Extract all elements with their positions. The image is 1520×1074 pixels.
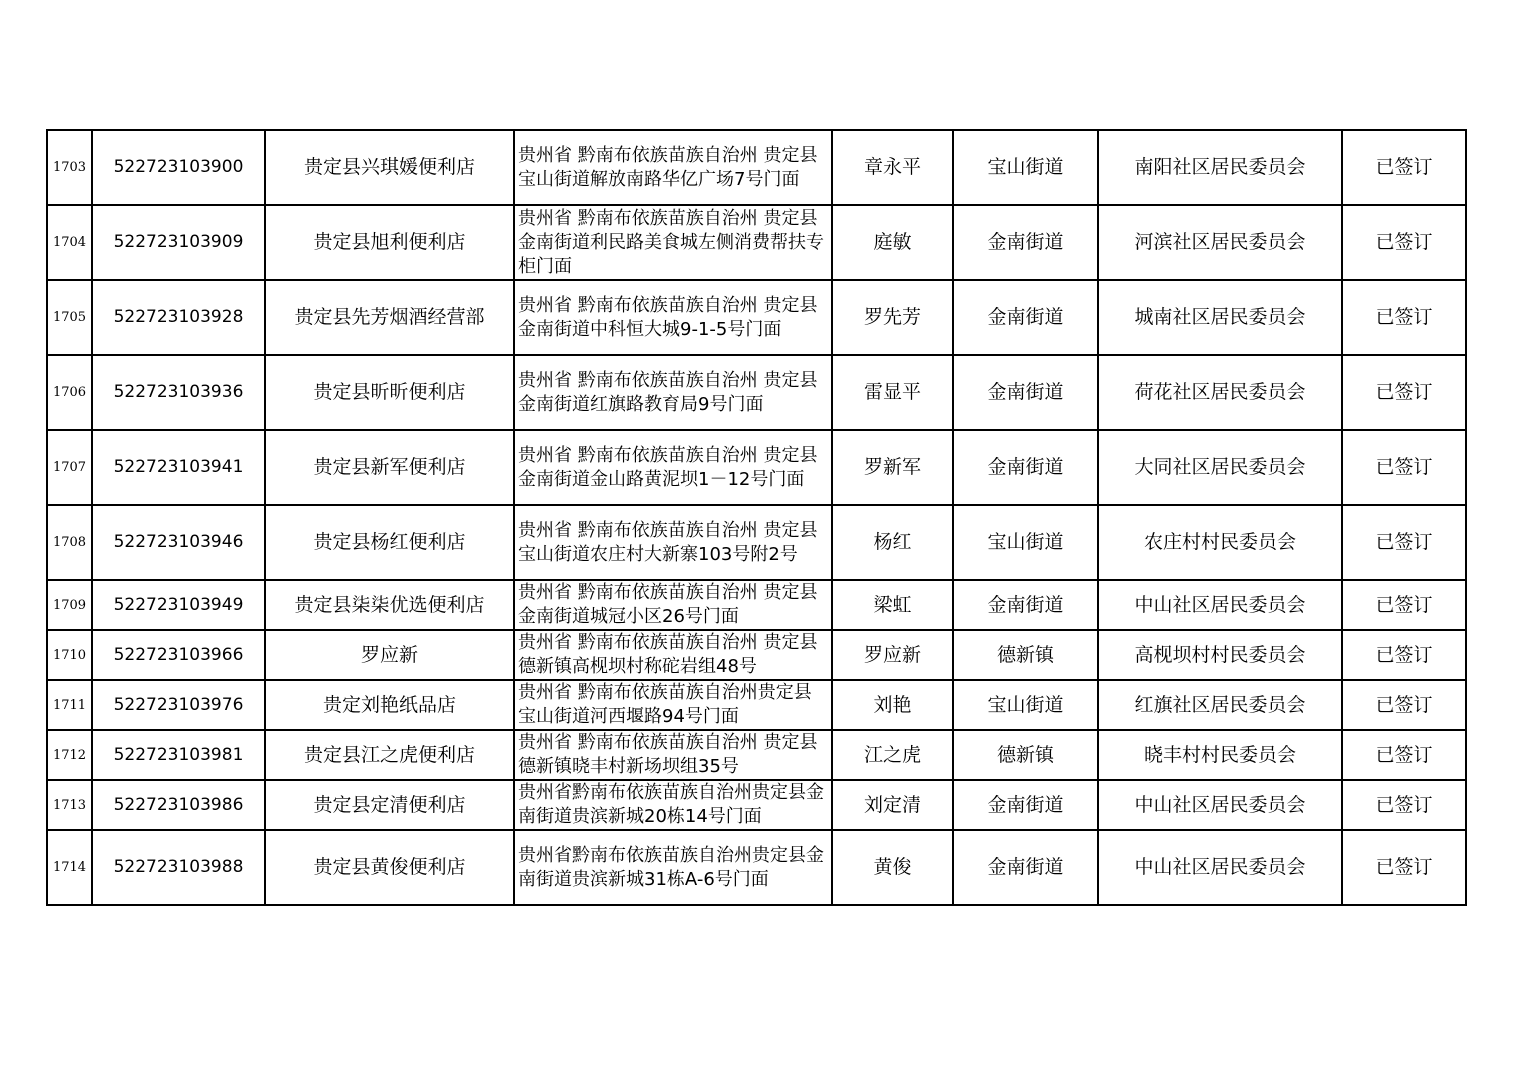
- store-name: 贵定刘艳纸品店: [265, 680, 514, 730]
- status-text: 已签订: [1342, 730, 1466, 780]
- store-code: 522723103966: [92, 630, 265, 680]
- table-row: [47, 280, 1466, 355]
- store-code: 522723103949: [92, 580, 265, 630]
- row-index: 1709: [47, 580, 92, 630]
- store-name: 罗应新: [265, 630, 514, 680]
- row-index: 1705: [47, 280, 92, 355]
- street-name: 金南街道: [953, 205, 1098, 280]
- owner-name: 杨红: [832, 505, 953, 580]
- row-index: 1708: [47, 505, 92, 580]
- street-name: 宝山街道: [953, 505, 1098, 580]
- store-address: 贵州省 黔南布依族苗族自治州 贵定县金南街道城冠小区26号门面: [514, 580, 832, 630]
- table-row: [47, 205, 1466, 280]
- street-name: 金南街道: [953, 780, 1098, 830]
- committee-name: 南阳社区居民委员会: [1098, 130, 1342, 205]
- store-list-table: [46, 129, 1467, 906]
- store-code: 522723103976: [92, 680, 265, 730]
- row-index: 1703: [47, 130, 92, 205]
- store-code: 522723103928: [92, 280, 265, 355]
- store-code: 522723103946: [92, 505, 265, 580]
- store-name: 贵定县柒柒优选便利店: [265, 580, 514, 630]
- store-address: 贵州省黔南布依族苗族自治州贵定县金南街道贵滨新城31栋A-6号门面: [514, 830, 832, 905]
- committee-name: 城南社区居民委员会: [1098, 280, 1342, 355]
- owner-name: 江之虎: [832, 730, 953, 780]
- table-row: [47, 430, 1466, 505]
- status-text: 已签订: [1342, 830, 1466, 905]
- table-row: [47, 130, 1466, 205]
- committee-name: 农庄村村民委员会: [1098, 505, 1342, 580]
- street-name: 宝山街道: [953, 680, 1098, 730]
- row-index: 1706: [47, 355, 92, 430]
- owner-name: 罗先芳: [832, 280, 953, 355]
- status-text: 已签订: [1342, 205, 1466, 280]
- store-address: 贵州省 黔南布依族苗族自治州 贵定县德新镇晓丰村新场坝组35号: [514, 730, 832, 780]
- row-index: 1713: [47, 780, 92, 830]
- store-name: 贵定县黄俊便利店: [265, 830, 514, 905]
- store-name: 贵定县先芳烟酒经营部: [265, 280, 514, 355]
- committee-name: 中山社区居民委员会: [1098, 580, 1342, 630]
- row-index: 1707: [47, 430, 92, 505]
- store-name: 贵定县江之虎便利店: [265, 730, 514, 780]
- table-row: [47, 630, 1466, 680]
- committee-name: 河滨社区居民委员会: [1098, 205, 1342, 280]
- street-name: 金南街道: [953, 355, 1098, 430]
- store-address: 贵州省 黔南布依族苗族自治州 贵定县宝山街道农庄村大新寨103号附2号: [514, 505, 832, 580]
- status-text: 已签订: [1342, 430, 1466, 505]
- committee-name: 荷花社区居民委员会: [1098, 355, 1342, 430]
- store-name: 贵定县杨红便利店: [265, 505, 514, 580]
- store-address: 贵州省 黔南布依族苗族自治州 贵定县金南街道红旗路教育局9号门面: [514, 355, 832, 430]
- owner-name: 梁虹: [832, 580, 953, 630]
- street-name: 金南街道: [953, 430, 1098, 505]
- status-text: 已签订: [1342, 130, 1466, 205]
- owner-name: 罗应新: [832, 630, 953, 680]
- status-text: 已签订: [1342, 355, 1466, 430]
- store-address: 贵州省 黔南布依族苗族自治州 贵定县宝山街道解放南路华亿广场7号门面: [514, 130, 832, 205]
- committee-name: 中山社区居民委员会: [1098, 780, 1342, 830]
- row-index: 1714: [47, 830, 92, 905]
- row-index: 1710: [47, 630, 92, 680]
- store-address: 贵州省 黔南布依族苗族自治州 贵定县金南街道金山路黄泥坝1－12号门面: [514, 430, 832, 505]
- status-text: 已签订: [1342, 630, 1466, 680]
- store-code: 522723103986: [92, 780, 265, 830]
- store-code: 522723103941: [92, 430, 265, 505]
- owner-name: 庭敏: [832, 205, 953, 280]
- store-address: 贵州省 黔南布依族苗族自治州 贵定县 金南街道中科恒大城9-1-5号门面: [514, 280, 832, 355]
- table-row: [47, 355, 1466, 430]
- store-address: 贵州省黔南布依族苗族自治州贵定县金南街道贵滨新城20栋14号门面: [514, 780, 832, 830]
- street-name: 金南街道: [953, 280, 1098, 355]
- committee-name: 高枧坝村村民委员会: [1098, 630, 1342, 680]
- status-text: 已签订: [1342, 780, 1466, 830]
- status-text: 已签订: [1342, 280, 1466, 355]
- store-code: 522723103981: [92, 730, 265, 780]
- street-name: 德新镇: [953, 630, 1098, 680]
- row-index: 1712: [47, 730, 92, 780]
- owner-name: 黄俊: [832, 830, 953, 905]
- store-code: 522723103909: [92, 205, 265, 280]
- store-name: 贵定县旭利便利店: [265, 205, 514, 280]
- store-code: 522723103988: [92, 830, 265, 905]
- table-row: [47, 680, 1466, 730]
- store-code: 522723103936: [92, 355, 265, 430]
- committee-name: 大同社区居民委员会: [1098, 430, 1342, 505]
- owner-name: 刘艳: [832, 680, 953, 730]
- street-name: 金南街道: [953, 830, 1098, 905]
- status-text: 已签订: [1342, 580, 1466, 630]
- table-row: [47, 580, 1466, 630]
- store-name: 贵定县定清便利店: [265, 780, 514, 830]
- store-address: 贵州省 黔南布依族苗族自治州 贵定县德新镇高枧坝村称砣岩组48号: [514, 630, 832, 680]
- store-address: 贵州省 黔南布依族苗族自治州 贵定县金南街道利民路美食城左侧消费帮扶专柜门面: [514, 205, 832, 280]
- store-code: 522723103900: [92, 130, 265, 205]
- owner-name: 刘定清: [832, 780, 953, 830]
- table-row: [47, 730, 1466, 780]
- owner-name: 罗新军: [832, 430, 953, 505]
- table-row: [47, 505, 1466, 580]
- committee-name: 中山社区居民委员会: [1098, 830, 1342, 905]
- store-name: 贵定县兴琪媛便利店: [265, 130, 514, 205]
- store-name: 贵定县新军便利店: [265, 430, 514, 505]
- table-row: [47, 780, 1466, 830]
- row-index: 1704: [47, 205, 92, 280]
- owner-name: 章永平: [832, 130, 953, 205]
- committee-name: 红旗社区居民委员会: [1098, 680, 1342, 730]
- status-text: 已签订: [1342, 505, 1466, 580]
- table-row: [47, 830, 1466, 905]
- row-index: 1711: [47, 680, 92, 730]
- owner-name: 雷显平: [832, 355, 953, 430]
- store-address: 贵州省 黔南布依族苗族自治州贵定县宝山街道河西堰路94号门面: [514, 680, 832, 730]
- committee-name: 晓丰村村民委员会: [1098, 730, 1342, 780]
- status-text: 已签订: [1342, 680, 1466, 730]
- store-name: 贵定县昕昕便利店: [265, 355, 514, 430]
- table-body: [47, 130, 1466, 905]
- street-name: 金南街道: [953, 580, 1098, 630]
- street-name: 宝山街道: [953, 130, 1098, 205]
- street-name: 德新镇: [953, 730, 1098, 780]
